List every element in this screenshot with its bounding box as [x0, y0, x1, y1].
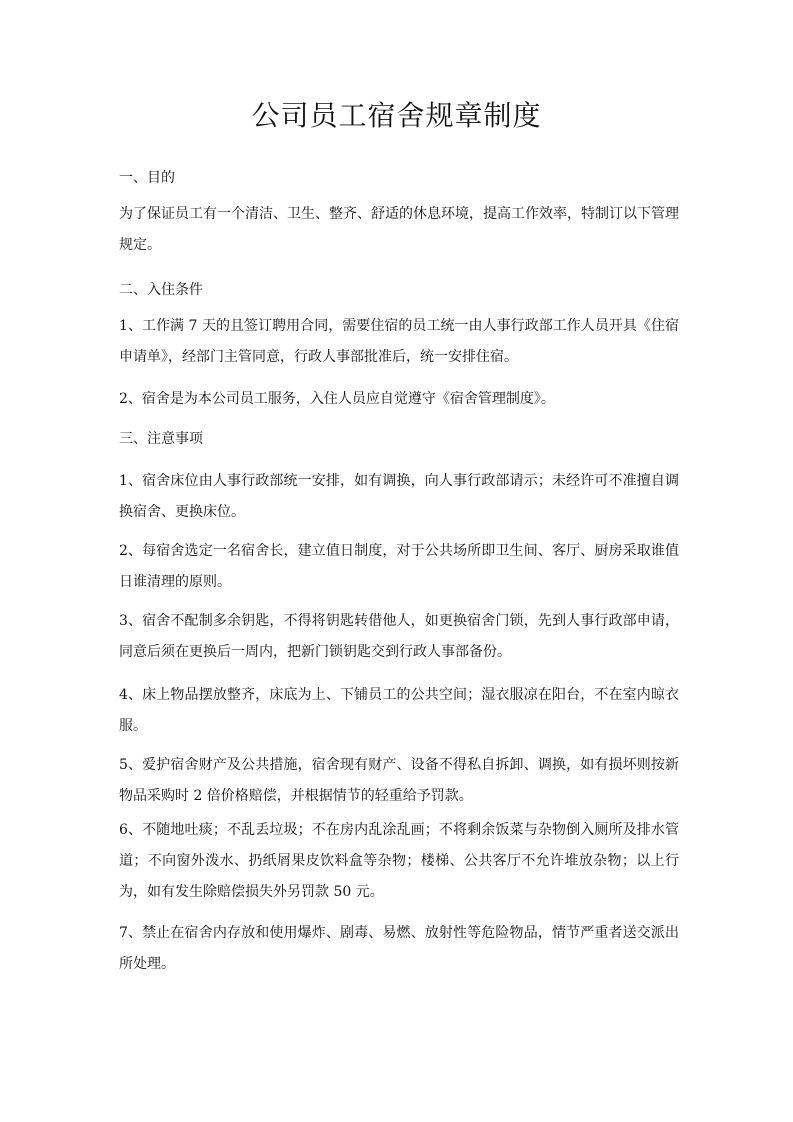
section-heading-notes: 三、注意事项 [119, 431, 203, 447]
document-title: 公司员工宿舍规章制度 [251, 99, 542, 132]
notes-item-6: 6、不随地吐痰；不乱丢垃圾；不在房内乱涂乱画；不将剩余饭菜与杂物倒入厕所及排水管道；不向窗外泼水、扔纸屑果皮饮料盒等杂物；楼梯、公共客厅不允许堆放杂物；以上行为，如有发生除赔偿损失外另罚款 50 元。 [119, 822, 679, 900]
notes-item-3: 3、宿舍不配制多余钥匙，不得将钥匙转借他人，如更换宿舍门锁，先到人事行政部申请，同意后须在更换后一周内，把新门锁钥匙交到行政人事部备份。 [119, 613, 679, 660]
purpose-paragraph: 为了保证员工有一个清洁、卫生、整齐、舒适的休息环境，提高工作效率，特制订以下管理规定。 [119, 206, 679, 253]
notes-item-2: 2、每宿舍选定一名宿舍长，建立值日制度，对于公共场所即卫生间、客厅、厨房采取谁值日谁清理的原则。 [119, 543, 679, 590]
section-heading-purpose: 一、目的 [119, 170, 175, 186]
notes-item-5: 5、爱护宿舍财产及公共措施，宿舍现有财产、设备不得私自拆卸、调换，如有损坏则按新物品采购时 2 倍价格赔偿，并根据情节的轻重给予罚款。 [119, 757, 679, 804]
conditions-item-1: 1、工作满 7 天的且签订聘用合同，需要住宿的员工统一由人事行政部工作人员开具《住宿申请单》，经部门主管同意，行政人事部批准后，统一安排住宿。 [119, 318, 679, 365]
notes-item-1: 1、宿舍床位由人事行政部统一安排，如有调换，向人事行政部请示；未经许可不准擅自调换宿舍、更换床位。 [119, 473, 679, 520]
conditions-item-2: 2、宿舍是为本公司员工服务，入住人员应自觉遵守《宿舍管理制度》。 [119, 391, 555, 407]
notes-item-4: 4、床上物品摆放整齐，床底为上、下铺员工的公共空间；湿衣服凉在阳台，不在室内晾衣服。 [119, 687, 679, 734]
section-heading-conditions: 二、入住条件 [119, 282, 203, 298]
notes-item-7: 7、禁止在宿舍内存放和使用爆炸、剧毒、易燃、放射性等危险物品，情节严重者送交派出所处理。 [119, 925, 679, 972]
